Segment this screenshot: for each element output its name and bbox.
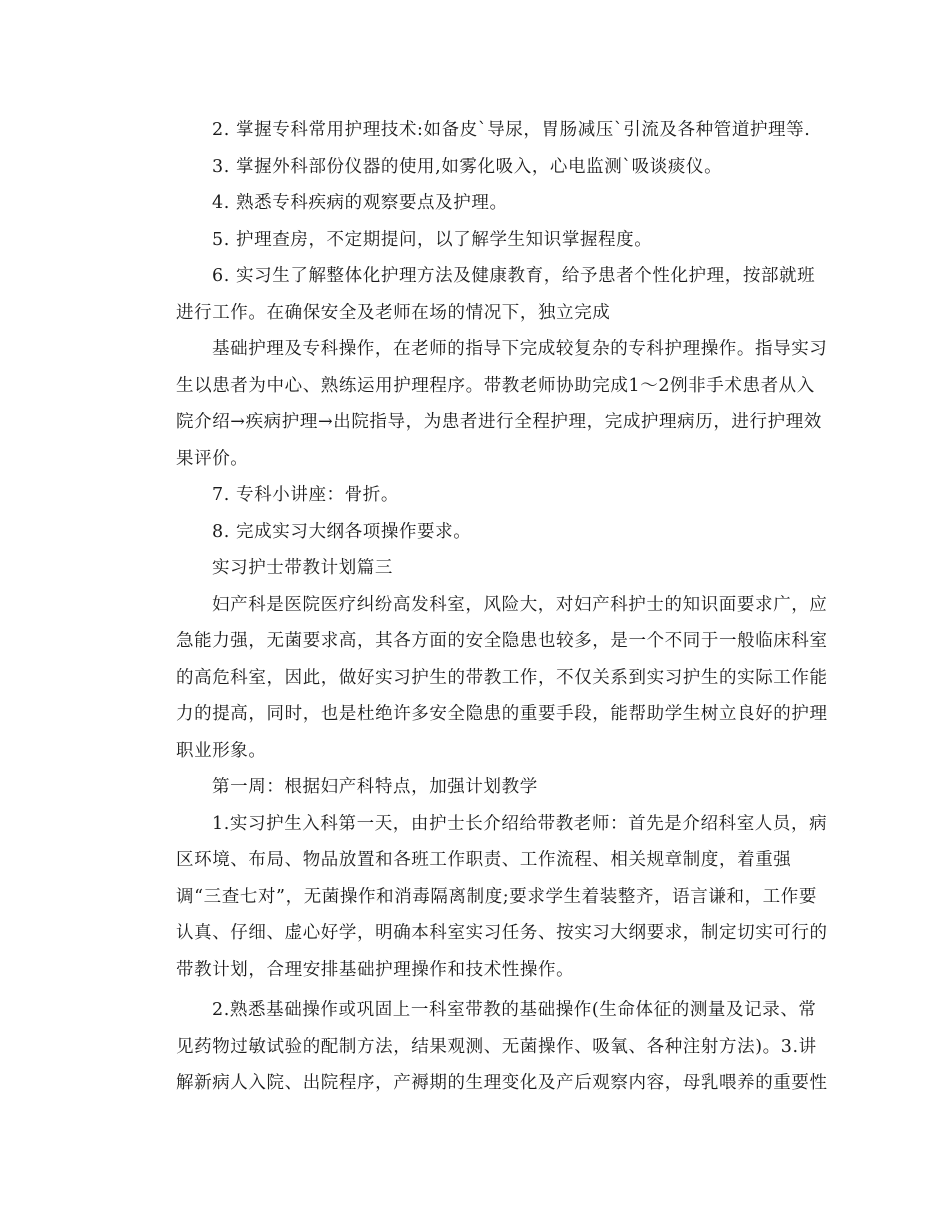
text-line: 7. 专科小讲座：骨折。: [212, 485, 399, 505]
text-line: 生以患者为中心、熟练运用护理程序。带教老师协助完成1～2例非手术患者从入: [176, 375, 815, 396]
paragraph-obstetrics-intro: [140, 587, 828, 770]
text-line: 认真、仔细、虚心好学，明确本科室实习任务、按实习大纲要求，制定切实可行的: [176, 923, 828, 943]
text-line: 解新病人入院、出院程序，产褥期的生理变化及产后观察内容，母乳喂养的重要性: [176, 1073, 828, 1093]
text-line: 5. 护理查房，不定期提问，以了解学生知识掌握程度。: [212, 229, 653, 250]
text-line: 4. 熟悉专科疾病的观察要点及护理。: [212, 193, 508, 213]
list-item-8: [140, 514, 810, 551]
text-line: 基础护理及专科操作，在老师的指导下完成较复杂的专科护理操作。指导实习: [212, 339, 828, 359]
list-item-5: [140, 222, 810, 259]
list-item-7: [140, 477, 810, 514]
text-line: 带教计划，合理安排基础护理操作和技术性操作。: [176, 959, 575, 980]
text-line: 妇产科是医院医疗纠纷高发科室，风险大，对妇产科护士的知识面要求广，应: [212, 594, 828, 615]
text-line: 区环境、布局、物品放置和各班工作职责、工作流程、相关规章制度，着重强: [176, 850, 792, 870]
text-line: 3. 掌握外科部份仪器的使用,如雾化吸入，心电监测`吸谈痰仪。: [212, 156, 723, 177]
paragraph-week-one-item-1: [140, 806, 828, 989]
paragraph-week-one-item-2: [140, 992, 828, 1102]
list-item-4: [140, 185, 810, 222]
text-line: 2.熟悉基础操作或巩固上一科室带教的基础操作(生命体征的测量及记录、常: [212, 1000, 817, 1020]
text-line: 见药物过敏试验的配制方法，结果观测、无菌操作、吸氧、各种注射方法)。3.讲: [176, 1036, 817, 1057]
paragraph-basic-nursing: [140, 331, 828, 477]
text-line: 的高危科室，因此，做好实习护生的带教工作，不仅关系到实习护生的实际工作能: [176, 667, 828, 688]
list-item-2: [140, 112, 810, 149]
list-item-3: [140, 149, 810, 186]
text-line: 调“三查七对”，无菌操作和消毒隔离制度;要求学生着装整齐，语言谦和，工作要: [176, 886, 817, 907]
text-line: 实习护士带教计划篇三: [212, 558, 393, 578]
text-line: 急能力强，无菌要求高，其各方面的安全隐患也较多，是一个不同于一般临床科室: [176, 631, 828, 651]
text-line: 1.实习护生入科第一天，由护士长介绍给带教老师：首先是介绍科室人员，病: [212, 813, 828, 834]
text-line: 院介绍→疾病护理→出院指导，为患者进行全程护理，完成护理病历，进行护理效: [176, 412, 822, 432]
list-item-6: [140, 258, 816, 331]
section-heading: [140, 550, 810, 587]
text-line: 2. 掌握专科常用护理技术:如备皮`导尿，胃肠减压`引流及各种管道护理等.: [212, 120, 811, 140]
week-one-heading: [140, 769, 810, 806]
text-line: 职业形象。: [176, 740, 267, 761]
text-line: 果评价。: [176, 448, 249, 469]
text-line: 6. 实习生了解整体化护理方法及健康教育，给予患者个性化护理，按部就班: [212, 266, 816, 286]
text-line: 第一周：根据妇产科特点，加强计划教学: [212, 777, 538, 797]
text-line: 力的提高，同时，也是杜绝许多安全隐患的重要手段，能帮助学生树立良好的护理: [176, 704, 828, 724]
text-line: 进行工作。在确保安全及老师在场的情况下，独立完成: [176, 302, 611, 323]
text-line: 8. 完成实习大纲各项操作要求。: [212, 521, 472, 542]
